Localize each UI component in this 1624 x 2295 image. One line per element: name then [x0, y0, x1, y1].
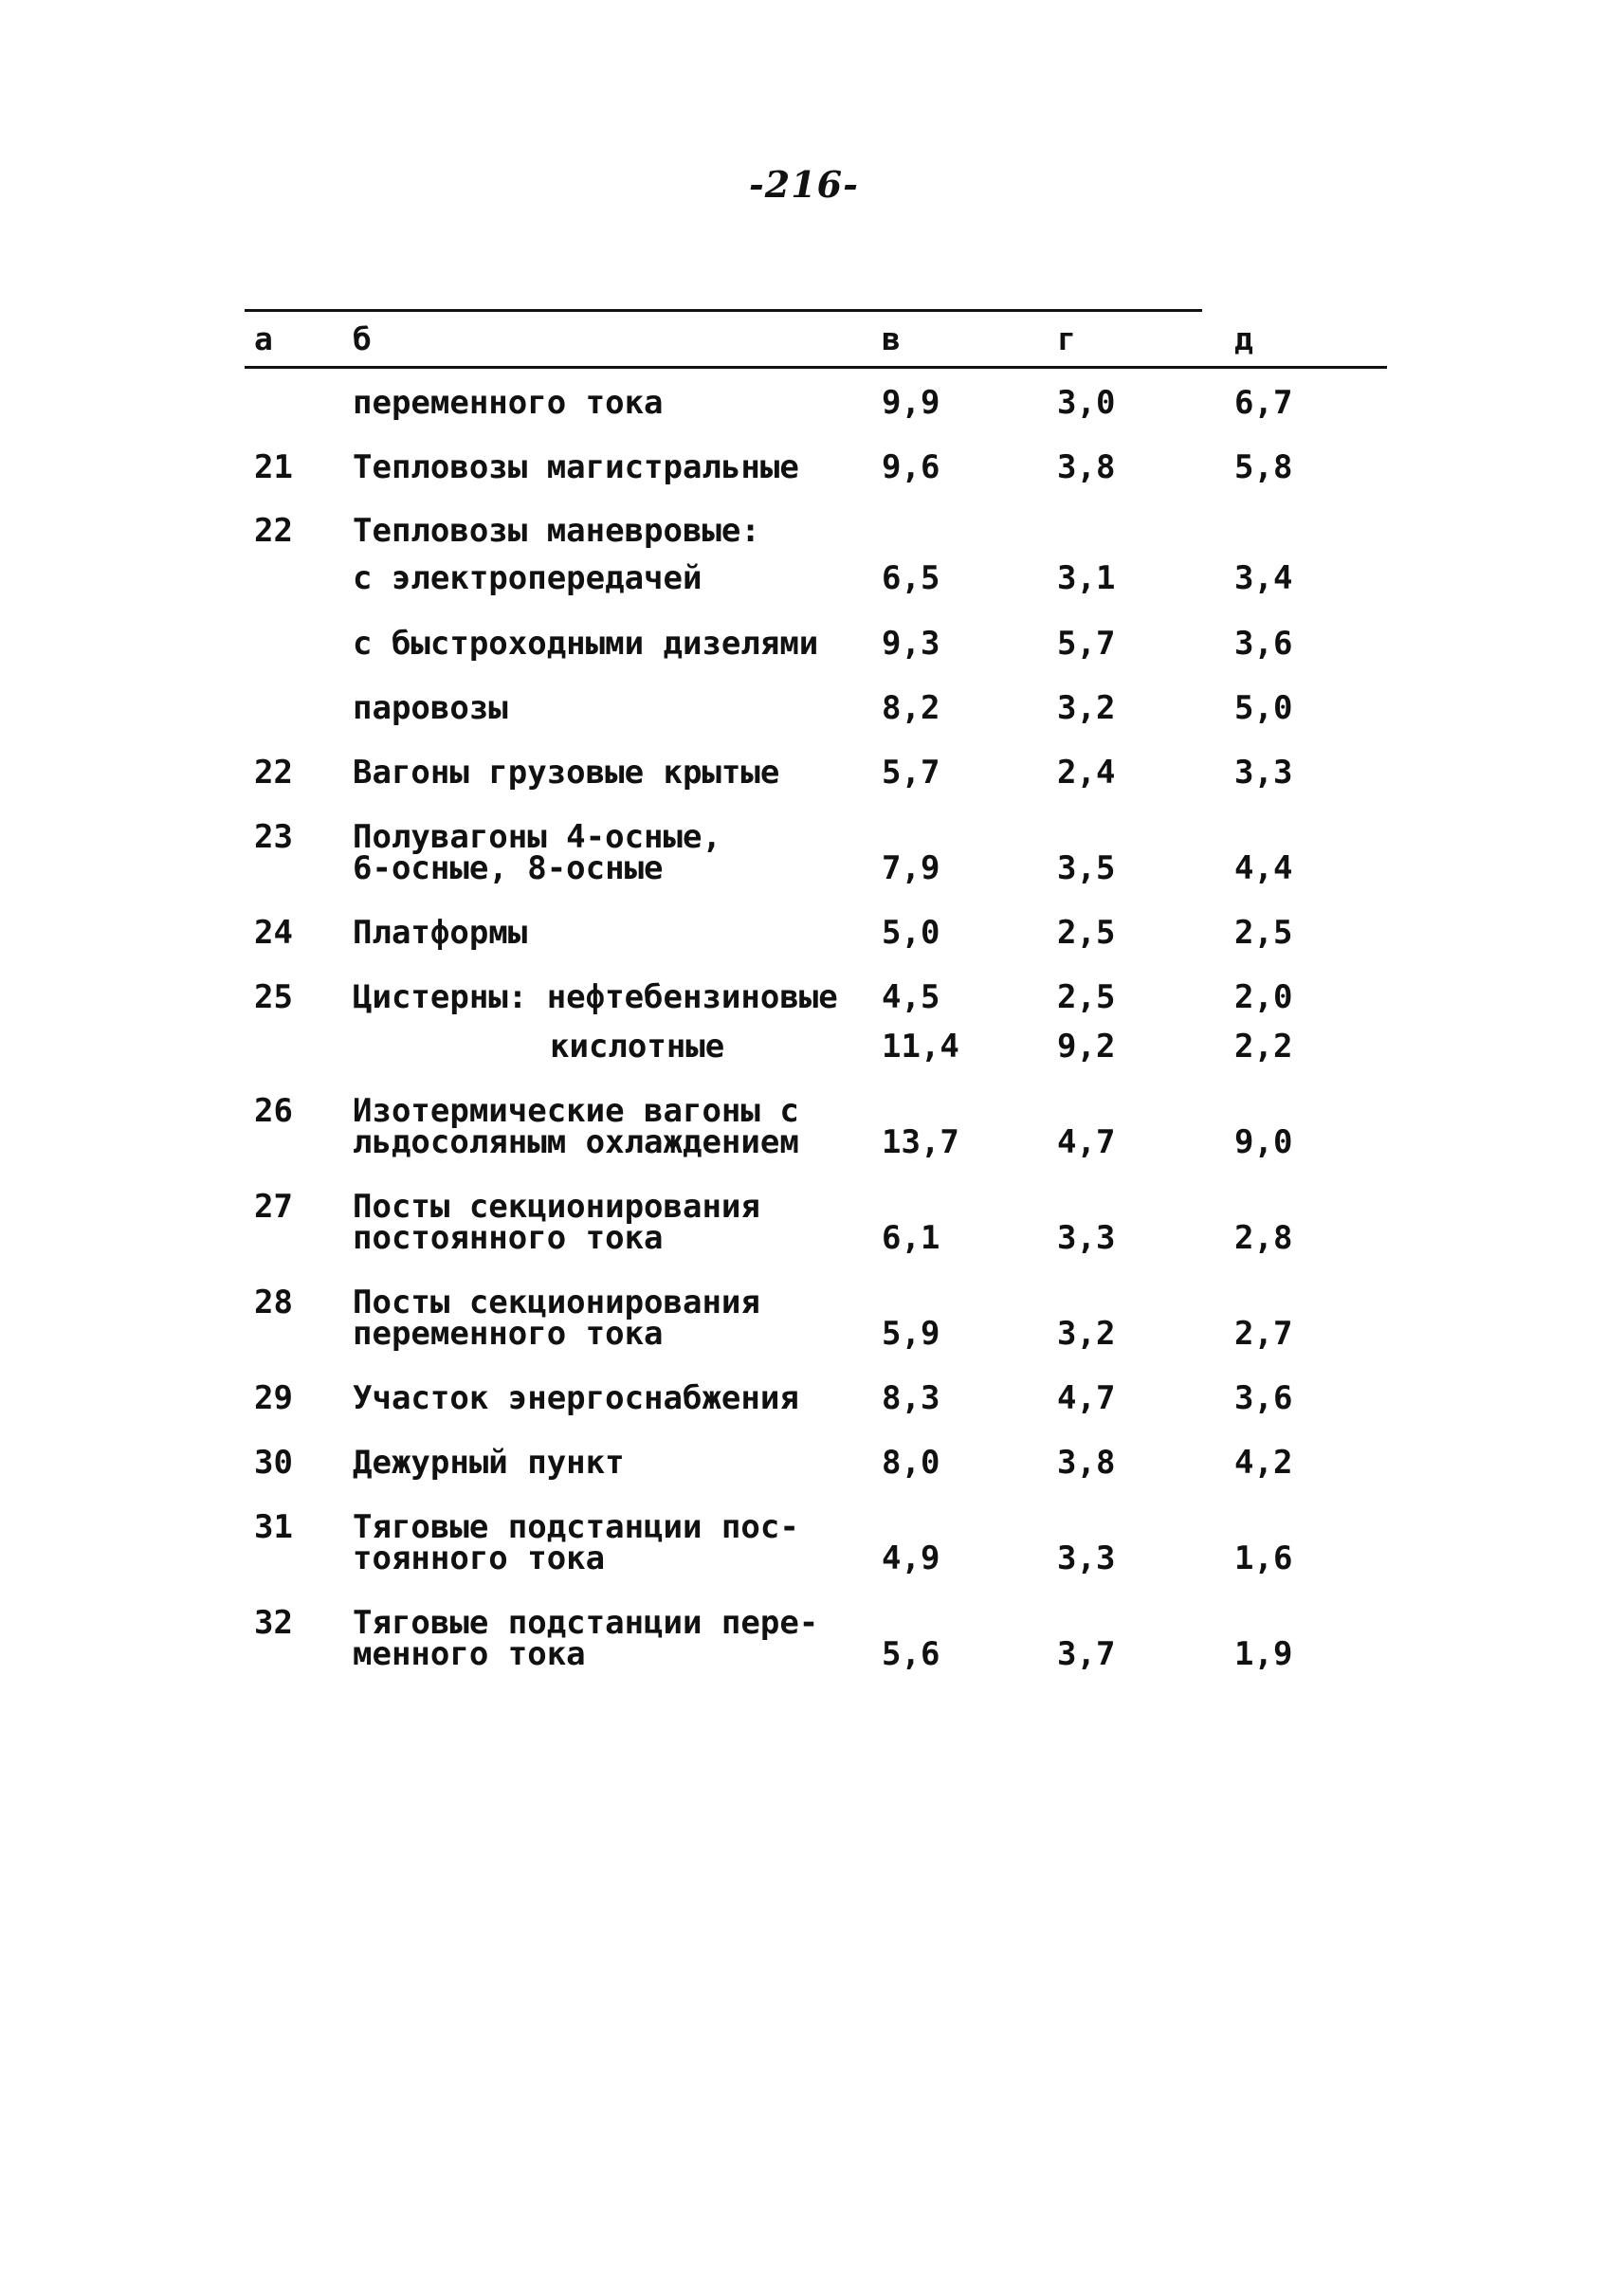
value-v: 5,6 [882, 1635, 940, 1673]
row-name-line: переменного тока [353, 1315, 664, 1353]
row-name-line: постоянного тока [353, 1219, 664, 1257]
value-v: 8,3 [882, 1379, 940, 1417]
value-d: 1,9 [1234, 1635, 1293, 1673]
value-d: 2,5 [1234, 914, 1293, 952]
row-name-line: переменного тока [353, 384, 664, 422]
row-name-line: 6-осные, 8-осные [353, 849, 664, 887]
value-g: 3,5 [1057, 849, 1116, 887]
value-v: 8,2 [882, 689, 940, 727]
row-number: 28 [254, 1284, 293, 1321]
value-g: 3,2 [1057, 689, 1116, 727]
row-number: 23 [254, 818, 293, 856]
row-name-line: с электропередачей [353, 559, 703, 597]
column-header-b: б [353, 320, 372, 357]
value-g: 3,7 [1057, 1635, 1116, 1673]
value-g: 3,8 [1057, 448, 1116, 486]
row-number: 26 [254, 1092, 293, 1130]
table-top-rule [245, 309, 1202, 312]
row-number: 31 [254, 1508, 293, 1546]
value-d: 4,2 [1234, 1444, 1293, 1482]
value-g: 3,0 [1057, 384, 1116, 422]
row-name-line: Посты секционирования [353, 1188, 760, 1226]
value-d: 4,4 [1234, 849, 1293, 887]
value-d: 1,6 [1234, 1539, 1293, 1577]
value-g: 4,7 [1057, 1123, 1116, 1161]
column-header-a: а [254, 320, 273, 357]
value-g: 5,7 [1057, 625, 1116, 663]
value-g: 2,4 [1057, 754, 1116, 792]
value-v: 9,6 [882, 448, 940, 486]
value-v: 9,9 [882, 384, 940, 422]
row-name-line: с быстроходными дизелями [353, 625, 819, 663]
value-g: 3,8 [1057, 1444, 1116, 1482]
value-v: 7,9 [882, 849, 940, 887]
value-v: 8,0 [882, 1444, 940, 1482]
value-d: 5,0 [1234, 689, 1293, 727]
row-number: 27 [254, 1188, 293, 1226]
value-d: 3,3 [1234, 754, 1293, 792]
row-name-line: Участок энергоснабжения [353, 1379, 799, 1417]
row-name-line: тоянного тока [353, 1539, 606, 1577]
value-v: 5,9 [882, 1315, 940, 1353]
value-d: 2,7 [1234, 1315, 1293, 1353]
value-g: 3,2 [1057, 1315, 1116, 1353]
value-g: 4,7 [1057, 1379, 1116, 1417]
row-name-line: менного тока [353, 1635, 586, 1673]
value-d: 3,6 [1234, 625, 1293, 663]
column-header-g: г [1057, 320, 1076, 357]
value-v: 5,0 [882, 914, 940, 952]
row-name-line: Тяговые подстанции пере- [353, 1604, 819, 1642]
row-number: 22 [254, 512, 293, 550]
value-d: 5,8 [1234, 448, 1293, 486]
row-name-line: Вагоны грузовые крытые [353, 754, 780, 792]
row-name-line: кислотные [550, 1028, 725, 1066]
table-header-rule [245, 366, 1387, 369]
row-name-line: Изотермические вагоны с [353, 1092, 799, 1130]
row-name-line: Дежурный пункт [353, 1444, 625, 1482]
row-number: 22 [254, 754, 293, 792]
row-number: 25 [254, 978, 293, 1016]
row-number: 29 [254, 1379, 293, 1417]
row-name-line: Платформы [353, 914, 528, 952]
value-d: 2,2 [1234, 1028, 1293, 1066]
row-name-line: Цистерны: нефтебензиновые [353, 978, 838, 1016]
value-g: 3,3 [1057, 1219, 1116, 1257]
row-name-line: Тяговые подстанции пос- [353, 1508, 799, 1546]
value-v: 13,7 [882, 1123, 959, 1161]
row-name-line: льдосоляным охлаждением [353, 1123, 799, 1161]
row-number: 24 [254, 914, 293, 952]
value-g: 2,5 [1057, 914, 1116, 952]
row-number: 30 [254, 1444, 293, 1482]
value-g: 3,3 [1057, 1539, 1116, 1577]
row-name-line: Тепловозы магистральные [353, 448, 799, 486]
page-number: -216- [749, 163, 859, 206]
value-g: 3,1 [1057, 559, 1116, 597]
value-v: 11,4 [882, 1028, 959, 1066]
value-g: 9,2 [1057, 1028, 1116, 1066]
row-number: 32 [254, 1604, 293, 1642]
column-header-v: в [882, 320, 901, 357]
value-v: 5,7 [882, 754, 940, 792]
row-name-line: паровозы [353, 689, 508, 727]
column-header-d: д [1234, 320, 1253, 357]
value-g: 2,5 [1057, 978, 1116, 1016]
value-d: 3,6 [1234, 1379, 1293, 1417]
value-d: 9,0 [1234, 1123, 1293, 1161]
value-d: 2,0 [1234, 978, 1293, 1016]
value-d: 6,7 [1234, 384, 1293, 422]
value-v: 6,5 [882, 559, 940, 597]
value-v: 9,3 [882, 625, 940, 663]
value-v: 4,5 [882, 978, 940, 1016]
row-name-line: Тепловозы маневровые: [353, 512, 760, 550]
value-v: 6,1 [882, 1219, 940, 1257]
row-number: 21 [254, 448, 293, 486]
value-v: 4,9 [882, 1539, 940, 1577]
row-name-line: Полувагоны 4-осные, [353, 818, 721, 856]
row-name-line: Посты секционирования [353, 1284, 760, 1321]
value-d: 3,4 [1234, 559, 1293, 597]
value-d: 2,8 [1234, 1219, 1293, 1257]
